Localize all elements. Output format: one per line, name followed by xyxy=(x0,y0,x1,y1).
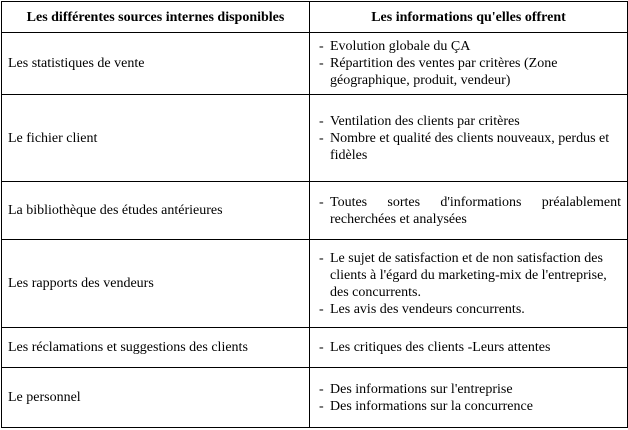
info-cell xyxy=(310,95,628,182)
info-cell xyxy=(310,368,628,428)
info-cell xyxy=(310,240,628,328)
info-list xyxy=(316,250,621,318)
source-cell: Les réclamations et suggestions des clients xyxy=(2,328,310,368)
info-cell xyxy=(310,33,628,95)
list-item: - Les critiques des clients -Leurs attentes xyxy=(316,339,621,356)
table-row xyxy=(2,328,628,368)
source-cell: Les statistiques de vente xyxy=(2,33,310,95)
source-cell: Le personnel xyxy=(2,368,310,428)
header-sources: Les différentes sources internes disponibles xyxy=(2,2,310,33)
list-item: - Evolution globale du ÇA xyxy=(316,38,621,55)
table-row xyxy=(2,33,628,95)
sources-table xyxy=(1,1,628,428)
list-item: - Répartition des ventes par critères (Zone géographique, produit, vendeur) xyxy=(316,55,621,89)
header-informations: Les informations qu'elles offrent xyxy=(310,2,628,33)
source-cell: Les rapports des vendeurs xyxy=(2,240,310,328)
info-cell xyxy=(310,328,628,368)
list-item: - Nombre et qualité des clients nouveaux, perdus et fidèles xyxy=(316,130,621,164)
info-list xyxy=(316,381,621,415)
list-item: - Toutes sortes d'informations préalablement recherchées et analysées xyxy=(316,194,621,228)
list-item: - Le sujet de satisfaction et de non satisfaction des clients à l'égard du marketing-mix de l'entreprise, des concurrents. xyxy=(316,250,621,301)
source-cell: Le fichier client xyxy=(2,95,310,182)
info-list xyxy=(316,113,621,164)
list-item: - Ventilation des clients par critères xyxy=(316,113,621,130)
header-row xyxy=(2,2,628,33)
source-cell: La bibliothèque des études antérieures xyxy=(2,182,310,240)
info-cell xyxy=(310,182,628,240)
list-item: - Les avis des vendeurs concurrents. xyxy=(316,301,621,318)
table-row xyxy=(2,368,628,428)
list-item: - Des informations sur la concurrence xyxy=(316,398,621,415)
list-item: - Des informations sur l'entreprise xyxy=(316,381,621,398)
info-list xyxy=(316,194,621,228)
info-list xyxy=(316,38,621,89)
info-list xyxy=(316,339,621,356)
table-row xyxy=(2,182,628,240)
table-row xyxy=(2,95,628,182)
table-row xyxy=(2,240,628,328)
